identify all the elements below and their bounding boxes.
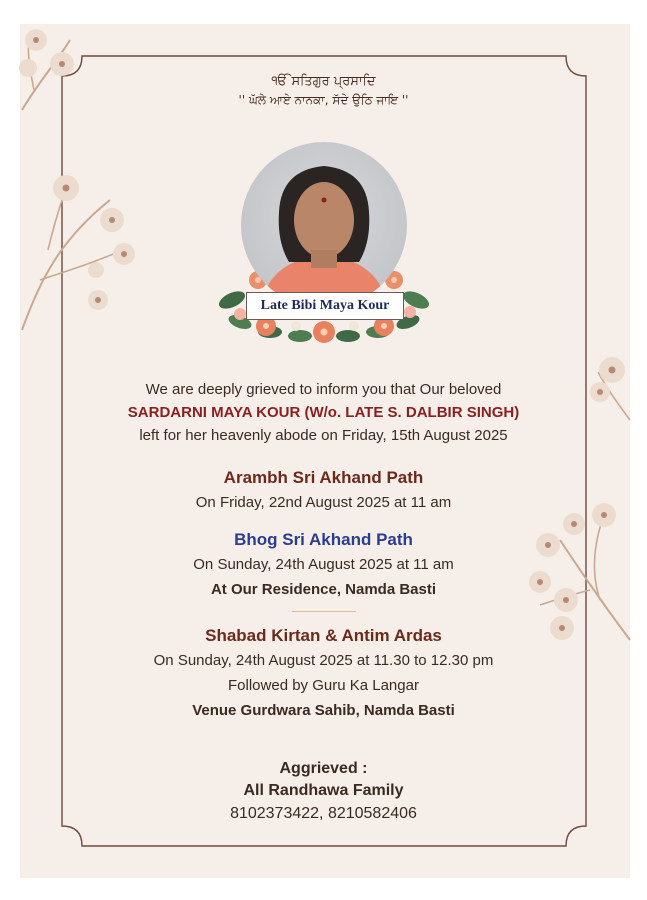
floral-left-decoration (22, 175, 135, 330)
portrait-photo (241, 142, 407, 308)
gurmukhi-invocation: ੴ ਸਤਿਗੁਰ ਪ੍ਰਸਾਦਿ (271, 74, 376, 89)
event-venue: At Our Residence, Namda Basti (210, 581, 437, 598)
event-title: Bhog Sri Akhand Path (234, 530, 413, 549)
event-title: Shabad Kirtan & Antim Ardas (205, 626, 442, 645)
announcement-line: left for her heavenly abode on Friday, 15th August 2025 (139, 427, 508, 444)
announcement-line: We are deeply grieved to inform you that Our beloved (145, 381, 502, 398)
contact-phones: 8102373422, 8210582406 (230, 805, 417, 822)
event-detail: On Friday, 22nd August 2025 at 11 am (195, 494, 452, 511)
deceased-full-name: SARDARNI MAYA KOUR (W/o. LATE S. DALBIR SINGH) (127, 404, 520, 421)
family-name: All Randhawa Family (243, 782, 404, 799)
deceased-name-label: Late Bibi Maya Kour (246, 292, 404, 320)
event-detail: On Sunday, 24th August 2025 at 11.30 to 12.30 pm (153, 652, 494, 669)
section-divider (292, 611, 356, 612)
aggrieved-label: Aggrieved : (279, 760, 368, 777)
event-venue: Venue Gurdwara Sahib, Namda Basti (192, 702, 455, 719)
event-title: Arambh Sri Akhand Path (223, 468, 424, 487)
event-detail: On Sunday, 24th August 2025 at 11 am (193, 556, 454, 573)
gurmukhi-verse: '' ਘੱਲੇ ਆਏ ਨਾਨਕਾ, ਸੱਦੇ ਉਠਿ ਜਾਇ '' (238, 93, 409, 107)
event-detail: Followed by Guru Ka Langar (228, 677, 419, 694)
portrait-image (241, 142, 407, 308)
